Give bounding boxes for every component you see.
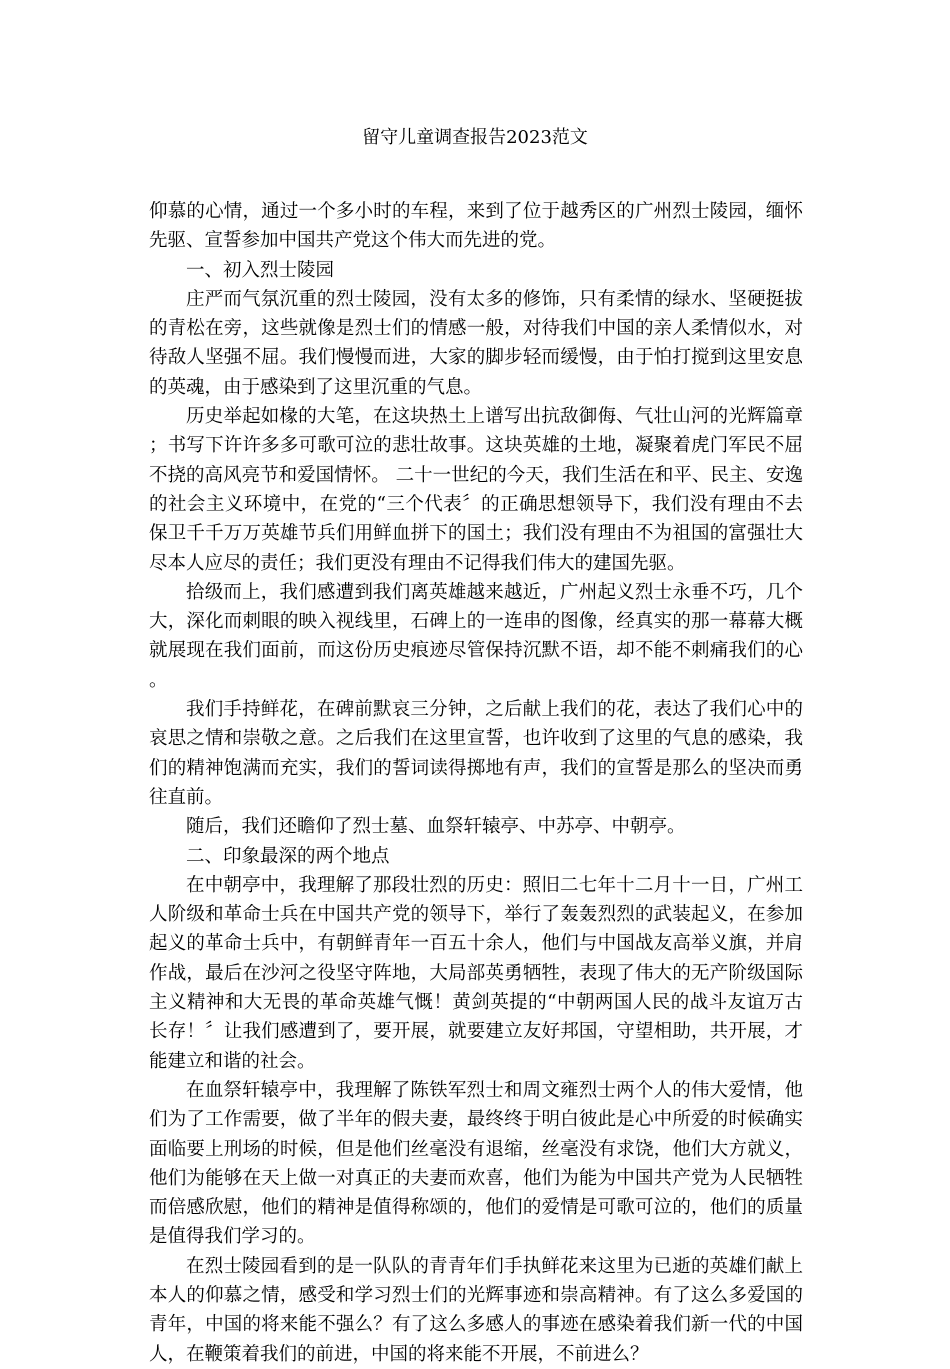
paragraph: 庄严而气氛沉重的烈士陵园，没有太多的修饰，只有柔情的绿水、坚硬挺拔的青松在旁，这些就像是烈士们的情感一般，对待我们中国的亲人柔情似水，对待敌人坚强不屈。我们慢慢而进，大家的脚步轻而缓慢，由于怕打搅到这里安息的英魂，由于感染到了这里沉重的气息。 [149,288,803,398]
paragraph: 历史举起如椽的大笔，在这块热土上谱写出抗敌御侮、气壮山河的光辉篇章；书写下许许多多可歌可泣的悲壮故事。这块英雄的土地，凝聚着虎门军民不屈不挠的高风亮节和爱国情怀。 二十一世纪的今天，我们生活在和平、民主、安逸的社会主义环境中，在党的“三个代表〞的正确思想领导下，我们没有理由不去保卫千千万万英雄节兵们用鲜血拼下的国土；我们没有理由不为祖国的富强壮大尽本人应尽的责任；我们更没有理由不记得我们伟大的建国先驱。 [149,406,803,574]
paragraph: 仰慕的心情，通过一个多小时的车程，来到了位于越秀区的广州烈士陵园，缅怀先驱、宣誓参加中国共产党这个伟大而先进的党。 [149,201,803,252]
paragraph: 在血祭轩辕亭中，我理解了陈铁军烈士和周文雍烈士两个人的伟大爱情，他们为了工作需要，做了半年的假夫妻，最终终于明白彼此是心中所爱的时候确实面临要上刑场的时候，但是他们丝毫没有退缩，丝毫没有求饶，他们大方就义，他们为能够在天上做一对真正的夫妻而欢喜，他们为能为中国共产党为人民牺牲而倍感欣慰，他们的精神是值得称颂的，他们的爱情是可歌可泣的，他们的质量是值得我们学习的。 [149,1079,803,1248]
paragraph: 拾级而上，我们感遭到我们离英雄越来越近，广州起义烈士永垂不巧，几个大，深化而刺眼的映入视线里，石碑上的一连串的图像，经真实的那一幕幕大概就展现在我们面前，而这份历史痕迹尽管保持沉默不语，却不能不刺痛我们的心。 [149,581,803,691]
paragraph: 在中朝亭中，我理解了那段壮烈的历史：照旧二七年十二月十一日，广州工人阶级和革命士兵在中国共产党的领导下，举行了轰轰烈烈的武装起义，在参加起义的革命士兵中，有朝鲜青年一百五十余人，他们与中国战友高举义旗，并肩作战，最后在沙河之役坚守阵地，大局部英勇牺牲，表现了伟大的无产阶级国际主义精神和大无畏的革命英雄气慨！黄剑英提的“中朝两国人民的战斗友谊万古长存！〞让我们感遭到了，要开展，就要建立友好邦国，守望相助，共开展，才能建立和谐的社会。 [149,874,803,1072]
document-title: 留守儿童调查报告2023范文 [362,127,588,148]
paragraph: 二、印象最深的两个地点 [186,845,390,867]
paragraph: 我们手持鲜花，在碑前默哀三分钟，之后献上我们的花，表达了我们心中的哀思之情和崇敬之意。之后我们在这里宣誓，也许收到了这里的气息的感染，我们的精神饱满而充实，我们的誓词读得掷地有声，我们的宣誓是那么的坚决而勇往直前。 [149,699,803,808]
paragraph: 随后，我们还瞻仰了烈士墓、血祭轩辕亭、中苏亭、中朝亭。 [186,816,686,838]
paragraph: 在烈士陵园看到的是一队队的青青年们手执鲜花来这里为已逝的英雄们献上本人的仰慕之情，感受和学习烈士们的光辉事迹和崇高精神。有了这么多爱国的青年，中国的将来能不强么？有了这么多感人的事迹在感染着我们新一代的中国人，在鞭策着我们的前进，中国的将来能不开展，不前进么？ [149,1255,803,1365]
paragraph: 一、初入烈士陵园 [186,259,335,281]
document-body [149,197,803,1369]
